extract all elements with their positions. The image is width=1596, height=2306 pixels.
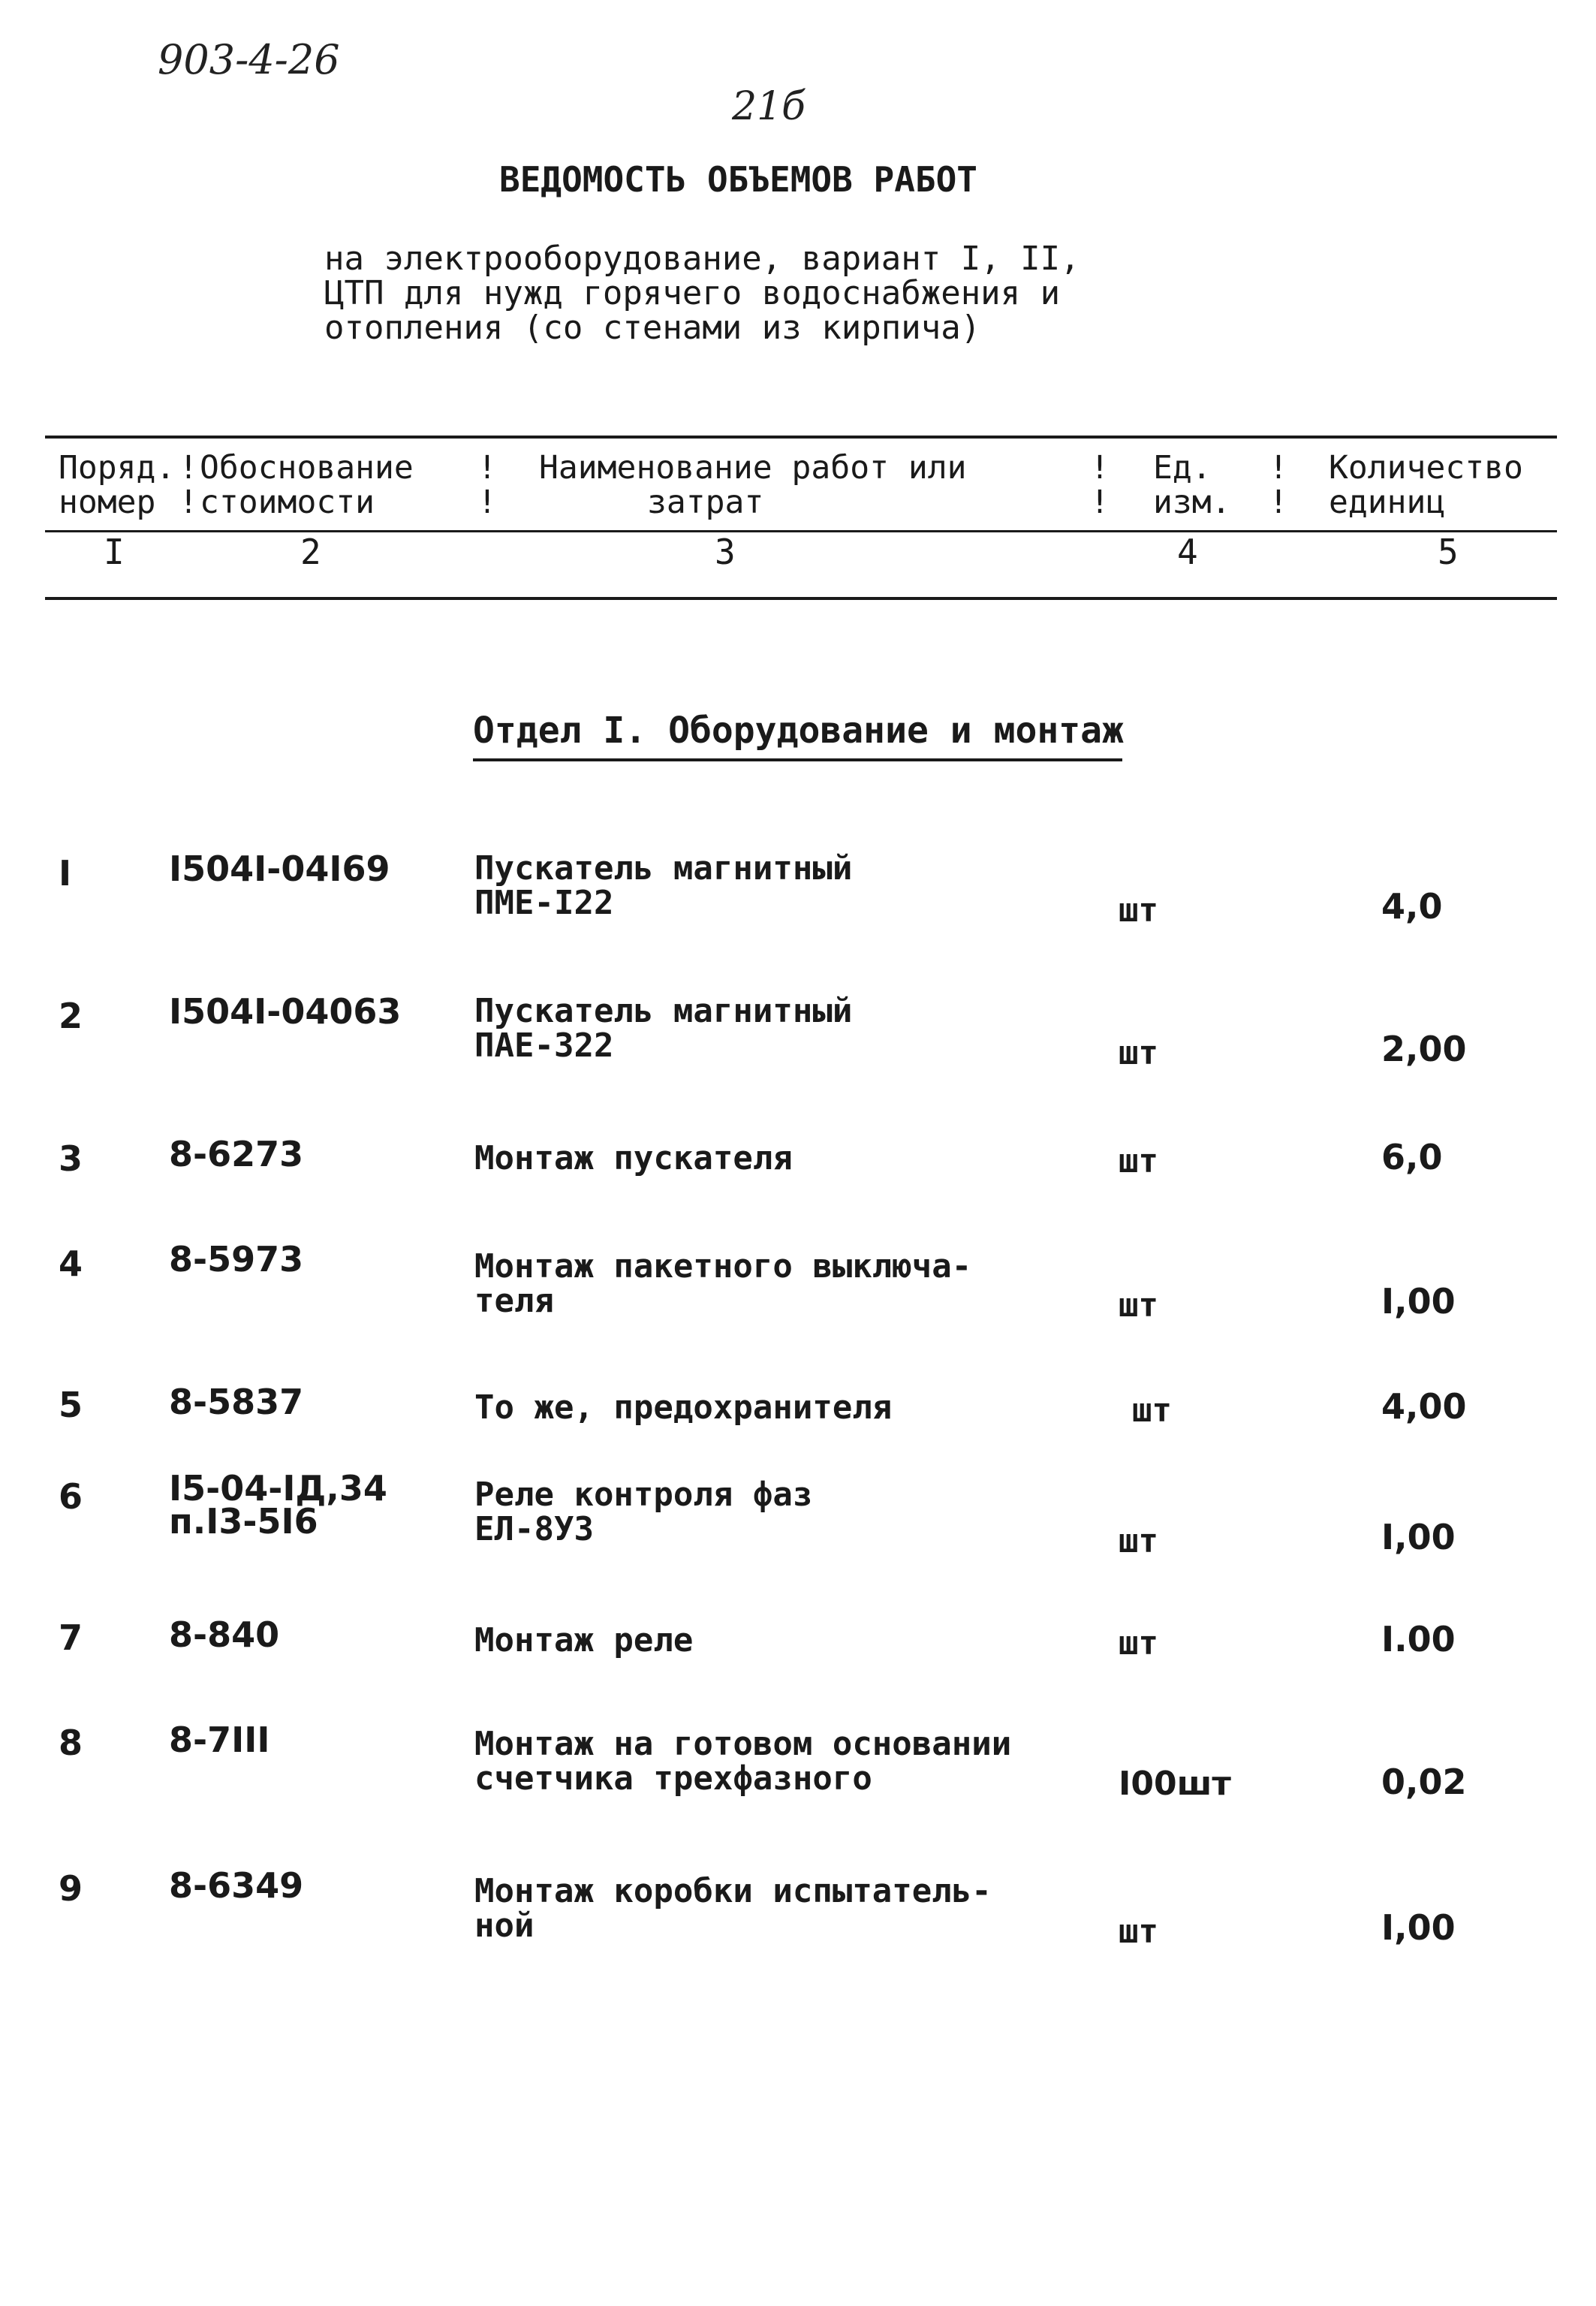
header-sep-1: ! [179, 449, 198, 487]
row-quantity: 2,00 [1381, 1029, 1467, 1069]
row-number: 2 [59, 996, 83, 1036]
row-name-line1: Монтаж на готовом основании [474, 1725, 1012, 1763]
row-number: I [59, 853, 72, 894]
row-unit: шт [1119, 1034, 1158, 1072]
row-quantity: 4,0 [1381, 886, 1443, 927]
row-code-line2: п.I3-5I6 [169, 1501, 318, 1542]
row-unit: I00шт [1119, 1765, 1231, 1803]
row-name-line2: ПМЕ-I22 [474, 884, 614, 922]
header-col2-line2: стоимости [200, 484, 375, 521]
row-code: I504I-04I69 [169, 849, 390, 889]
column-number-4: 4 [1177, 532, 1198, 572]
row-unit: шт [1119, 1286, 1158, 1325]
row-name-line1: Монтаж реле [474, 1621, 694, 1659]
row-code: 8-840 [169, 1614, 280, 1655]
row-code: 8-5837 [169, 1382, 304, 1422]
header-mid-rule [45, 530, 1557, 532]
document-code: 903-4-26 [158, 36, 340, 83]
header-sep-2b: ! [477, 484, 497, 521]
header-bottom-rule [45, 597, 1557, 600]
document-title: ВЕДОМОСТЬ ОБЪЕМОВ РАБОТ [499, 159, 977, 200]
subtitle-line-2: ЦТП для нужд горячего водоснабжения и [324, 274, 1061, 312]
row-quantity: 6,0 [1381, 1137, 1443, 1177]
row-name-line2: ЕЛ-8УЗ [474, 1510, 594, 1548]
page-number: 21б [732, 84, 806, 129]
column-number-2: 2 [300, 532, 321, 572]
header-col1-line2: номер [59, 484, 156, 521]
row-code: I504I-04063 [169, 991, 402, 1032]
header-sep-4: ! [1269, 449, 1288, 487]
row-quantity: 0,02 [1381, 1762, 1467, 1802]
row-name-line1: Монтаж пакетного выключа- [474, 1247, 972, 1286]
section-title-underline [473, 758, 1122, 761]
row-quantity: I.00 [1381, 1619, 1456, 1659]
row-quantity: 4,00 [1381, 1386, 1467, 1427]
row-name-line1: Монтаж пускателя [474, 1139, 793, 1177]
row-quantity: I,00 [1381, 1281, 1456, 1322]
row-unit: шт [1119, 1142, 1158, 1180]
row-number: 4 [59, 1243, 83, 1284]
subtitle-line-1: на электрооборудование, вариант I, II, [324, 240, 1080, 278]
subtitle-line-3: отопления (со стенами из кирпича) [324, 309, 981, 347]
row-name-line1: То же, предохранителя [474, 1388, 893, 1427]
row-code: 8-5973 [169, 1239, 304, 1280]
row-code: 8-6273 [169, 1134, 304, 1174]
header-sep-4b: ! [1269, 484, 1288, 521]
header-sep-3: ! [1090, 449, 1110, 487]
row-code: 8-6349 [169, 1865, 304, 1906]
row-quantity: I,00 [1381, 1517, 1456, 1557]
row-unit: шт [1119, 1913, 1158, 1951]
row-unit: шт [1119, 1624, 1158, 1662]
row-code-line1: I5-04-IД,34 [169, 1468, 387, 1509]
row-name-line2: теля [474, 1282, 554, 1320]
header-col3-line2: затрат [647, 484, 764, 521]
row-unit: шт [1119, 1522, 1158, 1560]
row-name-line2: счетчика трехфазного [474, 1759, 872, 1798]
header-col5-line1: Количество [1329, 449, 1523, 487]
row-name-line2: ПАЕ-322 [474, 1026, 614, 1065]
header-col5-line2: единиц [1329, 484, 1446, 521]
row-number: 5 [59, 1385, 83, 1425]
row-unit: шт [1119, 891, 1158, 930]
row-name-line1: Пускатель магнитный [474, 992, 853, 1030]
header-sep-3b: ! [1090, 484, 1110, 521]
row-number: 6 [59, 1476, 83, 1517]
row-number: 8 [59, 1723, 83, 1763]
row-name-line2: ной [474, 1907, 535, 1945]
row-number: 3 [59, 1138, 83, 1179]
header-sep-2: ! [477, 449, 497, 487]
header-col3-line1: Наименование работ или [539, 449, 967, 487]
column-number-5: 5 [1438, 532, 1459, 572]
row-number: 7 [59, 1617, 83, 1658]
row-name-line1: Реле контроля фаз [474, 1476, 813, 1514]
column-number-1: I [104, 532, 125, 572]
column-number-3: 3 [715, 532, 736, 572]
row-unit: шт [1132, 1391, 1172, 1430]
header-col4-line2: изм. [1153, 484, 1231, 521]
header-top-rule [45, 436, 1557, 439]
row-quantity: I,00 [1381, 1907, 1456, 1948]
header-col4-line1: Ед. [1153, 449, 1212, 487]
row-number: 9 [59, 1868, 83, 1909]
row-code: 8-7III [169, 1720, 270, 1760]
section-title: Отдел I. Оборудование и монтаж [473, 710, 1124, 752]
header-col2-line1: Обоснование [200, 449, 414, 487]
header-col1-line1: Поряд. [59, 449, 176, 487]
header-sep-1b: ! [179, 484, 198, 521]
row-name-line1: Пускатель магнитный [474, 849, 853, 888]
row-name-line1: Монтаж коробки испытатель- [474, 1872, 992, 1910]
